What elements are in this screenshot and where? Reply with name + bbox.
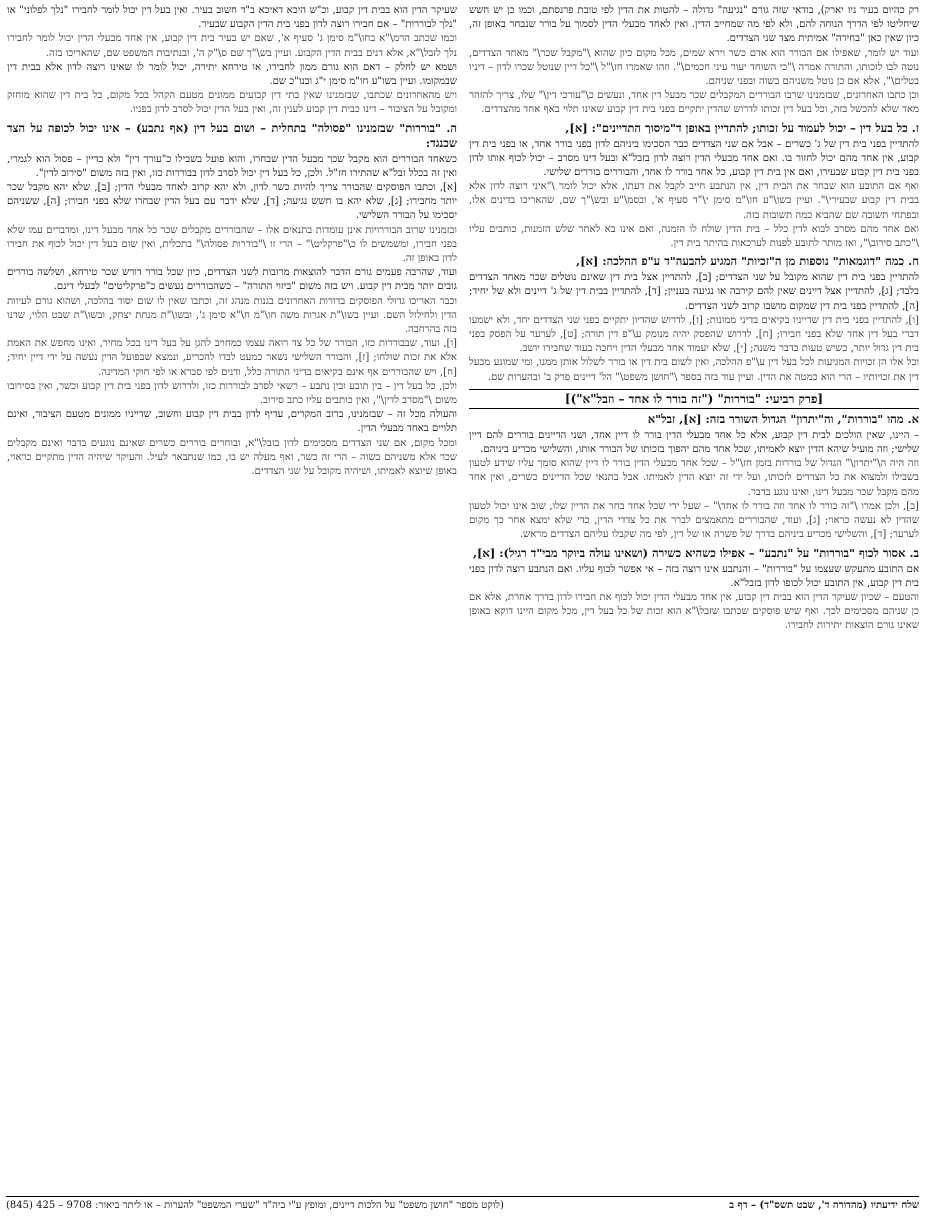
paragraph: ואם אחד מהם מסרב לבוא לדין כלל – בית הדין שולח לו הזמנה, ואם אינו בא לאחר שלש הזמנות, כותבים עליו \"כתב סירוב\", ואז מותר לתובע לפנות לערכאות בהיתר בית דין. — [469, 223, 919, 250]
publication-title: שלח ידיעתיו — [870, 1199, 919, 1211]
left-column — [7, 4, 457, 1192]
section-heading: ה. "בוררות" שבזמנינו "פסולה" בתחלית – ושום בעל דין (אף נתבע) – אינו יכול לכופה על הצד שכנגד: — [7, 120, 457, 150]
section-heading: ז. כל בעל דין – יכול לעמוד על זכותו; להתדיין באופן ד"מיסוך התדיינים": [א], — [565, 120, 919, 135]
paragraph: כשאחד הבוררים הוא מקבל שכר מבעל הדין שבחרו, והוא פועל בשבילו כ"עורך דין" ולא כדיין – פסול הוא לגמרי, ואין זה בכלל זבל"א שהתירו חז"ל. ולכן, כל בעל דין יכול לסרב לדון בבוררות כזו, ואין בזה משום "סירוב לדין". — [7, 153, 457, 179]
paragraph: וכבר האריכו גדולי הפוסקים בדורות האחרונים בגנות מנהג זה, וכתבו שאין לו שום יסוד בהלכה, ושהוא גורם לעיוות הדין ולחילול השם. ועיין בשו\"ת אגרות משה חו\"מ ח\"א סימן ג', ובשו\"ת מנחת יצחק, ובשו\"ת שבט הלוי, שדנו בזה בהרחבה. — [7, 295, 457, 336]
paragraph: והעולה מכל זה – שבזמנינו, ברוב המקרים, עדיף לדון בבית דין קבוע וחשוב, שדייניו ממונים מטעם הציבור, ואינם תלויים באחד מבעלי הדין. — [7, 409, 457, 435]
page-footer — [6, 1196, 919, 1213]
paragraph: וכל אלו הן זכויות המגיעות לכל בעל דין ע\"פ ההלכה, ואין לשום בית דין או בורר לשלול אותן ממנו, ומי שמונע מבעל דין את זכויותיו – הרי הוא כמטה את הדין. ועיין עוד בזה בספר \"חושן משפט\" הל' דיינים פרק ב' ובהערות שם. — [469, 357, 919, 383]
paragraph: ושמא יש לחלק – דאם הוא גורם ממון לחבירו, או טירחא יתירה, יכול לומר לו שאינו רוצה לדון אלא בבית דין שבמקומו. ועיין בשו"ע חו"מ סימן י"ג ובנו"כ שם. — [7, 61, 457, 88]
paragraph: להתדיין בפני בית דין של ג' כשרים – אבל אם שני הצדדים כבר הסכימו ביניהם לדון בפני בורר אחד, או בפני בית דין קבוע, אין אחד מהם יכול לחזור בו. ואם אחד מבעלי הדין רוצה לדון בזבל"א ובעל דינו מסרב – יכול לכוף אותו לדון בפני בית דין קבוע שבעירו, ואם אין בית דין קבוע, כל אחד בורר לו אחד, והבוררים בוררים שלישי. — [469, 138, 919, 179]
paragraph: ומכל מקום, אם שני הצדדים מסכימים לדון בזבל\"א, ובוחרים בוררים כשרים שאינם נוגעים בדבר ואינם מקבלים שכר אלא משניהם בשוה – הרי זה כשר, ואף מעלה יש בו, כמו שנתבאר לעיל. והעיקר שיהיה הדין מתקיים כראוי, באופן שיוצא לאמיתו, ושיהיה מקובל על שני הצדדים. — [7, 437, 457, 478]
paragraph: רק כהיום בעיר ניו יארק), בודאי שזה גורם "נגיעה" גדולה – להטות את הדין לפי טובת פרנסתם, וכמו כן יש חשש שיחליטו לפי הדרך הנוחה להם, ולא לפי מה שמחייב הדין. ואין לאחד מבעלי הדין לסמוך על בורר שנבחר באופן זה, כיון שאין כאן "בחירה" אמיתית מצד שני הצדדים. — [469, 5, 919, 45]
section-heading: א. מהו "בוררות", וה"יתרון" הגדול השורר בזה: [א], זבל"א — [647, 411, 919, 426]
right-column — [469, 4, 919, 1192]
paragraph: ועוד, שהרבה פעמים גורם הדבר להוצאות מרובות לשני הצדדים, כיון שכל בורר דורש שכר טירחא, ושלשה בוררים גובים יותר מבית דין קבוע. ויש בזה משום "ביזוי התורה" – כשהבוררים נעשים כ"פרקליטים" לבעלי דינם. — [7, 267, 457, 293]
paragraph: וכן כתבו האחרונים, שבזמנינו שרבו הבוררים המקבלים שכר מבעל דין אחד, ונעשים כ\"עורכי דין\" שלו, צריך להזהר מאד שלא להכשל בזה, וכל בעל דין זכותו לדרוש שהדין יתקיים בפני בית דין קבוע שאינו תלוי באף אחד מהצדדים. — [469, 90, 919, 116]
paragraph: וכמו שכתב הרמ\"א בחו\"מ סימן ג' סעיף א', שאם יש בעיר בית דין קבוע, אין אחד מבעלי הדין יכול לומר לחבירו נלך לזבל\"א, אלא דנים בבית הדין הקבוע. ועיין בש\"ך שם ס\"ק ה', ובנתיבות המשפט שם, שהאריכו בזה. — [7, 33, 457, 59]
chapter-heading: [פרק רביעי: "בוררות" ("זה בורר לו אחד – וזבל"א")] — [469, 389, 919, 409]
section-heading: ב. אסור לכוף "בוררות" על "נתבע" – אפילו כשהיא כשירה (ושאינו עולה ביוקר מבי"ד רגיל): [א], — [472, 545, 919, 560]
paragraph: וזה היה ה\"יתרון\" הגדול של בוררות בזמן חז\"ל – שכל אחד מבעלי הדין בורר לו דיין שהוא סומך עליו שידע לטעון בשבילו ולמצוא את כל הצדדים לזכותו, ועל ידי זה יוצא הדין לאמיתו. אבל בתנאי שכל הדיינים כשרים, ואין אחד מהם מקבל שכר מבעל דינו, ואינו נוגע בדבר. — [469, 458, 919, 498]
paragraph: להתדיין בפני בית דין שהוא מקובל על שני הצדדים; [ב], להתדיין אצל בית דין שאינם נוטלים שכר מאחד הצדדים בלבד; [ג], להתדיין אצל דיינים שאין להם קירבה או נגיעה בעניין; [ד], להתדיין בבית דין של ג' דיינים ולא של יחיד; [ה], להתדיין בפני בית דין שמקום מושבו קרוב לשני הצדדים. — [469, 272, 919, 312]
paragraph: [ו], להתדיין בפני בית דין שדייניו בקיאים בדיני ממונות; [ז], לדרוש שהדיון יתקיים בפני שני הצדדים יחד, ולא ישמעו דברי בעל דין אחד שלא בפני חבירו; [ח], לדרוש שהפסק יהיה מנומק ע\"פ דין תורה; [ט], לערער על הפסק בפני בית דין גדול יותר, כשיש טעות בדבר משנה; [י], שלא יעמוד אחד מבעלי הדין ויחכה בעוד שחבירו יושב. — [469, 314, 919, 355]
issue-label: (מהדורה ד', שבט תשס"ד) — [759, 1199, 868, 1211]
section-heading: ח. כמה "דוגמאות" נוספות מן ה"זכיות" המגיע להבעה"ד ע"פ ההלכה: [א], — [576, 254, 919, 269]
paragraph: ועוד יש לומר, שאפילו אם הבורר הוא אדם כשר וירא שמים, מכל מקום כיון שהוא \"מקבל שכר\" מאחד הצדדים, נוטה לבו לזכותו, והתורה אמרה \"כי השוחד יעור עיני חכמים\". וזהו שאמרו חז\"ל \"כל דיין שנוטל שכרו לדון – דיניו בטלים\", אלא אם כן נוטל משניהם בשוה ובפני שניהם. — [469, 47, 919, 88]
paragraph: אם התובע מתעקש שעצמו על "בוררות" – והנתבע אינו רוצה בזה – אי אפשר לכוף עליו. ואם הנתבע רוצה לדון בפני בית דין קבוע, אין התובע יכול לכופו לדון בזבל"א. — [469, 563, 919, 589]
paragraph: [ב], ולכן אמרו \"זה בורר לו אחד וזה בורר לו אחד\" – שעל ידי שכל אחד בחר את הדיין שלו, שוב אינו יכול לטעון שהדין לא נעשה כראוי; [ג], ועוד, שהבוררים מתאמצים לברר את כל צדדי הדין, כדי שלא ימצא אחר כך מקום לערער; [ד], והשלישי מכריע ביניהם בדרך של פשרה או של דין, לפי מה שקבלו עליהם הצדדים מראש. — [469, 500, 919, 541]
paragraph: ואף אם התובע הוא שבחר את הבית דין, אין הנתבע חייב לקבל את דעתו, אלא יכול לומר \"איני רוצה לדון אלא בבית דין קבוע שבעירי\". ועיין בשו\"ע חו\"מ סימן י\"ד סעיף א', ובסמ\"ע ובש\"ך שם, שהאריכו בדינים אלו, ובפתחי תשובה שם שהביא כמה תשובות בזה. — [469, 181, 919, 221]
paragraph: והטעם – שכיון שעיקר הדין הוא בבית דין קבוע, אין אחד מבעלי הדין יכול לכוף את חבירו לדון בדרך אחרת, אלא אם כן שניהם מסכימים לכך. ואף שיש פוסקים שכתבו שזבל\"א הוא זכות של כל בעל דין, מכל מקום היינו דוקא באופן שאינו גורם הוצאות יתירות לחבירו. — [469, 591, 919, 632]
paragraph: ולכן, כל בעל דין – בין תובע ובין נתבע – רשאי לסרב לבוררות כזו, ולדרוש לדון בפני בית דין קבוע וכשר, ואין בסירובו משום \"מסרב לדין\", ואין כותבים עליו כתב סירוב. — [7, 380, 457, 407]
paragraph: ובזמנינו שרוב הבוררויות אינן עומדות בתנאים אלו – שהבוררים מקבלים שכר כל אחד מבעל דינו, ומדברים עמו שלא בפני חבירו, ומשמשים לו כ\"פרקליט\" – הרי זו \"בוררות פסולה\" בתכלית, ואין שום בעל דין יכול לכוף את חבירו לדון באופן זה. — [7, 224, 457, 265]
paragraph: [א], וכתבו הפוסקים שהבורר צריך להיות כשר לדון, ולא יהא קרוב לאחד מבעלי הדין; [ב], שלא יהא מקבל שכר יותר מחבירו; [ג], שלא יהא בו חשש נגיעה; [ד], שלא ידבר עם בעל הדין שבחרו שלא בפני חבירו; [ה], ששניהם יסכימו על הבורר השלישי. — [7, 182, 457, 222]
paragraph: ויש מהאחרונים שכתבו, שבזמנינו שאין בתי דין קבועים ממונים מטעם הקהל בכל מקום, כל בית דין שהוא מוחזק ומקובל על הציבור – דינו כבית דין קבוע לענין זה, ואין בעל הדין יכול לסרב לדון בפניו. — [7, 90, 457, 116]
footer-title: שלח ידיעתיו (מהדורה ד', שבט תשס"ד) – דף ב — [729, 1199, 919, 1211]
paragraph: [ו], ועוד, שבבוררות כזו, הבורר של כל צד רואה עצמו כמחויב להגן על בעל דינו בכל מחיר, ואינו מחפש את האמת אלא את זכות שולחו; [ז], והבורר השלישי נשאר כמעט לבדו להכריע, ונמצא שבפועל הדין נעשה על ידי דיין יחיד; [ח], ויש שהבוררים אף אינם בקיאים בדיני התורה כלל, ודנים לפי סברא או לפי חוקי המדינה. — [7, 338, 457, 378]
paragraph: שעיקר הדין הוא בבית דין קבוע, וכ"ש היכא דאיכא ב"ד חשוב בעיר. ואין בעל דין יכול לומר לחבירו "נלך לפלוני" או "נלך לבוררות" – אם חבירו רוצה לדון בפני בית הדין הקבוע שבעיר. — [7, 5, 457, 31]
footer-info: (לוקט מספר "חושן משפט" על הלכות דיינים, ומופץ ע"י ביה"ד "שערי המשפט" להערות – או ליתר ביאור: 9708 – 425 (845) — [6, 1199, 504, 1211]
document-page — [6, 4, 919, 1192]
paragraph: – היינו, שאין הולכים לבית דין קבוע, אלא כל אחד מבעלי הדין בורר לו דיין אחד, ושני הדיינים בוררים להם דיין שלישי; וזה מועיל שיהא הדין יוצא לאמיתו, שכל אחד מהם יהפוך בזכותו של הבורר אותו, והשלישי מכריע ביניהם. — [469, 429, 919, 456]
page-label: דף ב — [729, 1199, 748, 1211]
